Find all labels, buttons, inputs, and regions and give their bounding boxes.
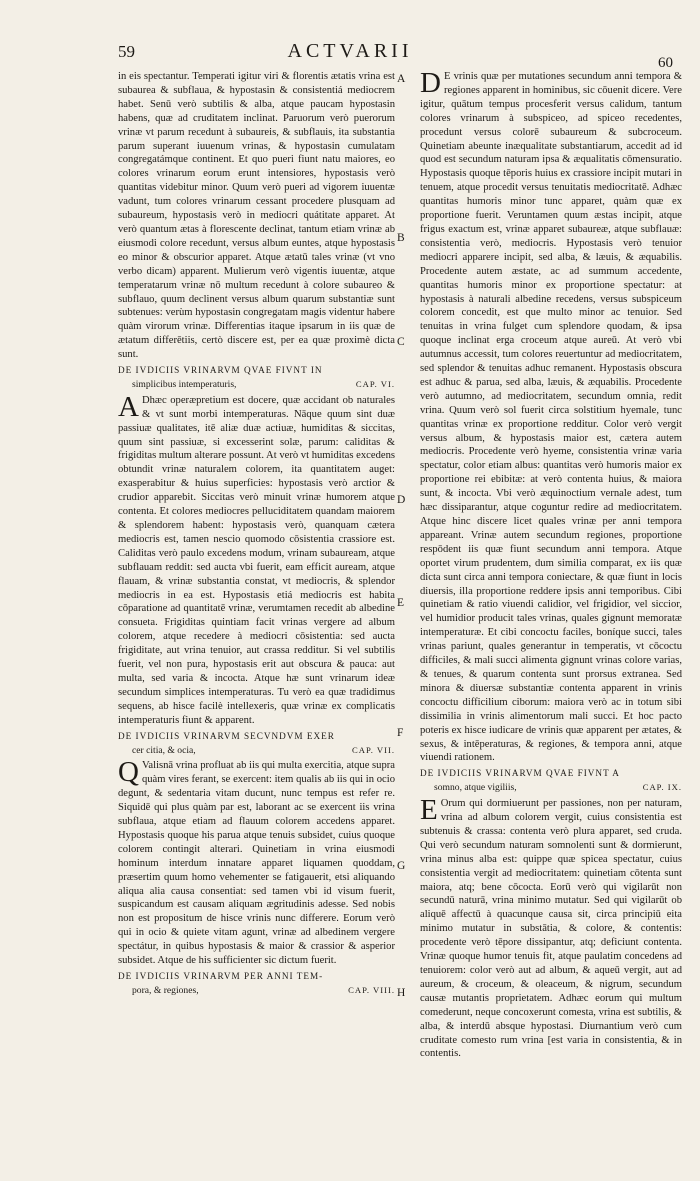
chapter-heading-vii bbox=[118, 730, 395, 744]
chapter-vi-heading-line2: simplicibus intemperaturis, bbox=[132, 378, 237, 390]
margin-letter-a: A bbox=[397, 73, 406, 85]
chapter-ix-heading-line2: somno, atque vigiliis, bbox=[434, 782, 517, 794]
right-main-text: E vrinis quæ per mutationes secundum anni tempora & regiones apparent in hominibus, sic cōuenit dicere. Vere igitur, quātum tempus procesferit versus calidum, tantum colores vrinarum à subspiceo, ad spiceo recedentes, procedunt versus colorē subaureum & subcroceum. Quinetiam abeunte inæqualitate substantiarum, accedit ad id quod est secundum naturam ipsa & æqualitatis cōmensuratio. Hypostasis quoque tēporis huius ex crassiore incipit mutari in tenuem, atque procedit versus tenuitatis mediocritatē. Adhæc quantitas humoris minor tunc apparet, quàm quæ ex proportione fuerit. Veruntamen quum æstas incipit, atque frigus exactum est, vrinæ apparet subaureæ, atque subflauæ: consistentia verò, mediocris. Hypostasis verò tenuior mediocri apparere incipit, sed alba, & læuis, & æquabilis. Procedente autem æstate, ac ad summum accedente, quantitas humoris minor ex proportione spectatur: at hypostasis à naturali albedine recedens, versus subspiceum colorem concedit, est que multo minor ac tenuior. Sed tenuitas in vrina fulget cum splendore quodam, & ipsa quoque inclinat erga croceum atque aureū. At verò vbi autumnus accessit, tum colores reuertuntur ad mediocritatem, sed splendor & tenuitas adhuc remanent. Hypostasis obscura est adhuc & parua, sed alba, læuis, & æquabilis. Procedente verò autumno, ad mediocritatem, secundum omnia, redit vrina. Quum verò sol fuerit circa solstitium hyemale, tunc quantitas vrinæ ex proportione redditur. Color verò vergit versus album, & hypostasis maior est, cætera autem mediocris. Procedente verò hyeme, consistentia vrinæ varia spectatur, color etiam albus: quantitas verò humoris maior ex proportione rei ebibitæ: at verò contenta huius, & maiora sunt, & incocta. Vbi verò æquinoctium vernale adest, tum hæc dissiparantur, atque coguntur redire ad mediocritatem. Atque hinc discere licet quales vrinæ per anni tempora appareant. Vrinæ autem secundum regiones, proportione respōdent iis quæ fiunt secundum anni tempora. Atque oportet virum prudentem, dum similia comparat, ex iis quæ dicta sunt circa anni tempora coniectare, & quæ fiunt in locis diuersis, illa proportione reddere ipsis anni temporibus. Cibi quinetiam & ratio viuendi calidior, vel frigidior, vel siccior, vel humidior producit tales vrinas, quales gignunt memoratæ intemperaturæ. Et cibi concoctu faciles, boníque succi, tales vrinas pariunt, quales generantur in temperatis, vt cōcoctu difficiles, & mali succi alimenta gignunt vrinas colore varias, & tenues, & quarum contenta sunt prorsus extranea. Sed minora & diuersæ substantiæ contenta apparent in vrinis concoctu difficilium ciborum: maiora verò ac in totum sibi dissimilia in vrinis alimentorum mali succi. Et hoc pacto poteris ex hisce iudicare de vrinis quæ apparent per ætates, & sexus, & intēperaturas, & regiones, & tempora anni, atque viuendi rationem. bbox=[420, 71, 682, 764]
intro-paragraph: in eis spectantur. Temperati igitur viri & florentis ætatis vrina est subaurea & subflaua, & hypostasin & consistentiá mediocrem habet. Senū verò subtilis & alba, atque paucam hypostasin habens, quæ ad cruditatem inclinat. Paruorum verò puerorum vrinæ vt parum recedunt à subaureis, & subflauis, ita substantia parum superant iuuenum vrinas, & hypostasin cumulatam congregatámque continent. Et quo pueri fiunt natu maiores, eo colores vrinarum eorum erunt intensiores, hypostasis verò quantitas videbitur minor. Quum verò pueri ad vigorem iuuentæ vadunt, tum colores vrinarum cessant procedere plusquam ad subaureum, hypostasis verò in mediocri quátitate apparet. At verò quantum ætas à florescente declinat, tantum etiam vrinæ ab eiusmodi colore recedunt, versus album euntes, atque hypostasis eo minor & obscurior apparet. Atque ætatū tales vrinæ (vt vno verbo dicam) apparent. Mulierum verò vigentis iuuentæ, atque temperatarum vrinæ nō multum recedunt à colore subaureo & subflauo, quum declinent versus album quarum substantiæ sunt subtenues: verùm hypostasin congregatam magis videntur habere quàm virorum vrinæ. Differentias itaque ipsarum in iis quæ de ætatum differētiis, certò discere est, per ea quæ proximè dicta sunt. bbox=[118, 71, 395, 361]
chapter-viii-cap: CAP. VIII. bbox=[348, 984, 395, 995]
chapter-vi-heading-line1: DE IVDICIIS VRINARVM QVAE FIVNT IN bbox=[118, 365, 323, 376]
margin-letter-e: E bbox=[397, 597, 405, 609]
chapter-vi-text: Dhæc operæpretium est docere, quæ accidant ob naturales & vt sunt morbi intemperaturas. Nāque quum sint duæ passiuæ qualitates, itē aliæ duæ actiuæ, humiditas & siccitas, quum sint passiuæ, si excesserint solæ, parum: caliditas & frigiditas multum alterare possunt. At verò vt humiditas excedens obtundit vrinæ naturalem colorem, ita quantitatem auget: exasperabitur & huius superficies: hypostasis verò arctior & crudior apparebit. Siccitas verò minuit vrinæ humorem atque contenta. Et colores mediocres pelluciditatem quandam maiorem & splendorem habent: hypostasis verò, quanquam cætera mediocris est, tamen nescio quomodo cōsistentia crassiore est. Caliditas verò paulo excedens modum, vrinam subauream, atque subflauam reddit: sed aucta vbi fuerit, eam efficit auream, atque flauam, & vrinæ substantia constat, vt mediocris, & splendor mediocris in ea est. Hypostasis etiá mediocris est habita cōparatione ad quantitatē vrinæ, verumtamen recedit ab albedine consueta. Frigiditas quintiam facit vrinas vergere ad album colorem, atque recedere à mediocri cōsistentia: sed aucta frigiditate, aut vrina tenuior, aut crassa redditur. Si vel subtilis fuerit, vel non pura, hypostasis erit aut obscura & pauca: aut multa, sed varia & incocta. Atque hæ sunt vrinarum ideæ secundum simplices intemperaturas. Tu verò ea quæ tradidimus sequens, ab hisce facilè intellexeris, quæ vrinæ ex complicatis intemperaturis fiunt & apparent. bbox=[118, 394, 395, 726]
margin-letter-g: G bbox=[397, 860, 406, 872]
drop-cap-e: E bbox=[420, 794, 438, 827]
chapter-viii-subheading bbox=[132, 984, 395, 998]
page-number-left: 59 bbox=[118, 42, 135, 61]
chapter-heading-vi bbox=[118, 364, 395, 378]
chapter-vii-heading-line2: cer citia, & ocia, bbox=[132, 744, 196, 756]
chapter-viii-heading-line1: DE IVDICIIS VRINARVM PER ANNI TEM- bbox=[118, 971, 324, 981]
right-column bbox=[420, 67, 682, 1061]
drop-cap-a: A bbox=[118, 390, 139, 423]
drop-cap-q: Q bbox=[118, 756, 139, 789]
margin-letter-h: H bbox=[397, 987, 406, 999]
chapter-ix-subheading bbox=[434, 781, 682, 795]
margin-letter-d: D bbox=[397, 494, 406, 506]
chapter-vi-cap: CAP. VI. bbox=[355, 378, 395, 389]
margin-letter-f: F bbox=[397, 727, 404, 739]
right-main-paragraph bbox=[420, 67, 682, 765]
chapter-ix-paragraph bbox=[420, 794, 682, 1061]
page-header bbox=[0, 20, 700, 70]
drop-cap-d: D bbox=[420, 67, 441, 99]
chapter-heading-ix bbox=[420, 767, 682, 781]
chapter-vii-subheading bbox=[132, 744, 395, 758]
chapter-vii-text: Valisnā vrina profluat ab iis qui multa exercitia, atque supra quàm vires ferant, se exercent: item qualis ab iis qui in ocio degunt, & sedentaria vitam ducunt, nunc tempus est refer re. Siquidē qui plus quàm par est, laborant ac se exercent iis vrina subflaua, atque etiam ad flauum colorem accedens apparet. Hypostasis quoque his parua atque tenuis subsidet, cuius quoque colorem contingit alterari. Quinetiam in vrina eiusmodi hominum interdum innatare apparet liquamen quoddam, præsertim quum homo vehementer se fatigauerit, etsi aliquando aliqua alia causa consentiat: sed tamen vbi id visum fuerit, suspicandum est causam aliquam ægritudinis adesse. Sed nobis non est propositum de hisce vrinis nunc differere. Eorum verò qui in ocio & quiete vitam agunt, vrinæ ad albedinem vergere spectátur, in quibus hypostasis & maior & crassior & asperior subsidet. Atque de his sufficienter sic dictum fuerit. bbox=[118, 760, 395, 967]
margin-letter-b: B bbox=[397, 232, 405, 244]
chapter-heading-viii bbox=[118, 970, 395, 984]
page-number-right: 60 bbox=[658, 55, 673, 71]
chapter-vii-cap: CAP. VII. bbox=[352, 744, 395, 755]
chapter-vii-heading-line1: DE IVDICIIS VRINARVM SECVNDVM EXER bbox=[118, 730, 335, 741]
chapter-vi-paragraph bbox=[118, 390, 395, 728]
chapter-vii-paragraph bbox=[118, 756, 395, 968]
chapter-ix-cap: CAP. IX. bbox=[642, 782, 682, 793]
running-title: ACTVARII bbox=[287, 40, 413, 62]
chapter-ix-text: Orum qui dormiuerunt per passiones, non per naturam, vrina ad album colorem vergit, cuius consistentia est subtenuis & crassa: contenta verò plura apparet, sed cruda. Qui verò secundum naturam somnolenti sunt & dormierunt, vrina minus alba est: quippe quæ spicea spectatur, cuius consistentia vergit ad mediocritatem: quinetiam cōtenta sunt maiora, atq; bene cōcocta. Eorū verò qui vigilarūt non secundū naturā, vrina minimo mutatur. Sed qui vigilarūt ob aliquē affectū à quacunque causa sit, circa principiū eita minimo mutatur in substātia, & colore, & contentis: procedente verò tēpore dissipantur, atq; deficiunt contenta. Vrinæ quoque humor tenuis fit, atque paulatim concedens ad tenuiorem: color verò aut ad album, & aqueū vergit, aut ad aureum, & croceum, & oleaceum, & nigrum, secundum causæ mutantis proprietatem. Adhæc eorum qui multum comederunt, neque concoxerunt comesta, vrina est subtilis, & alba, & interdū absque hypostasi. Diurnantium verò cum cruditate comesto rum vrina [est varia in consistentia, & in contentis. bbox=[420, 798, 682, 1060]
chapter-viii-heading-line2: pora, & regiones, bbox=[132, 984, 199, 996]
margin-letter-c: C bbox=[397, 336, 405, 348]
chapter-vi-subheading bbox=[132, 378, 395, 392]
left-column bbox=[118, 70, 395, 1000]
chapter-ix-heading-line1: DE IVDICIIS VRINARVM QVAE FIVNT A bbox=[420, 768, 620, 779]
